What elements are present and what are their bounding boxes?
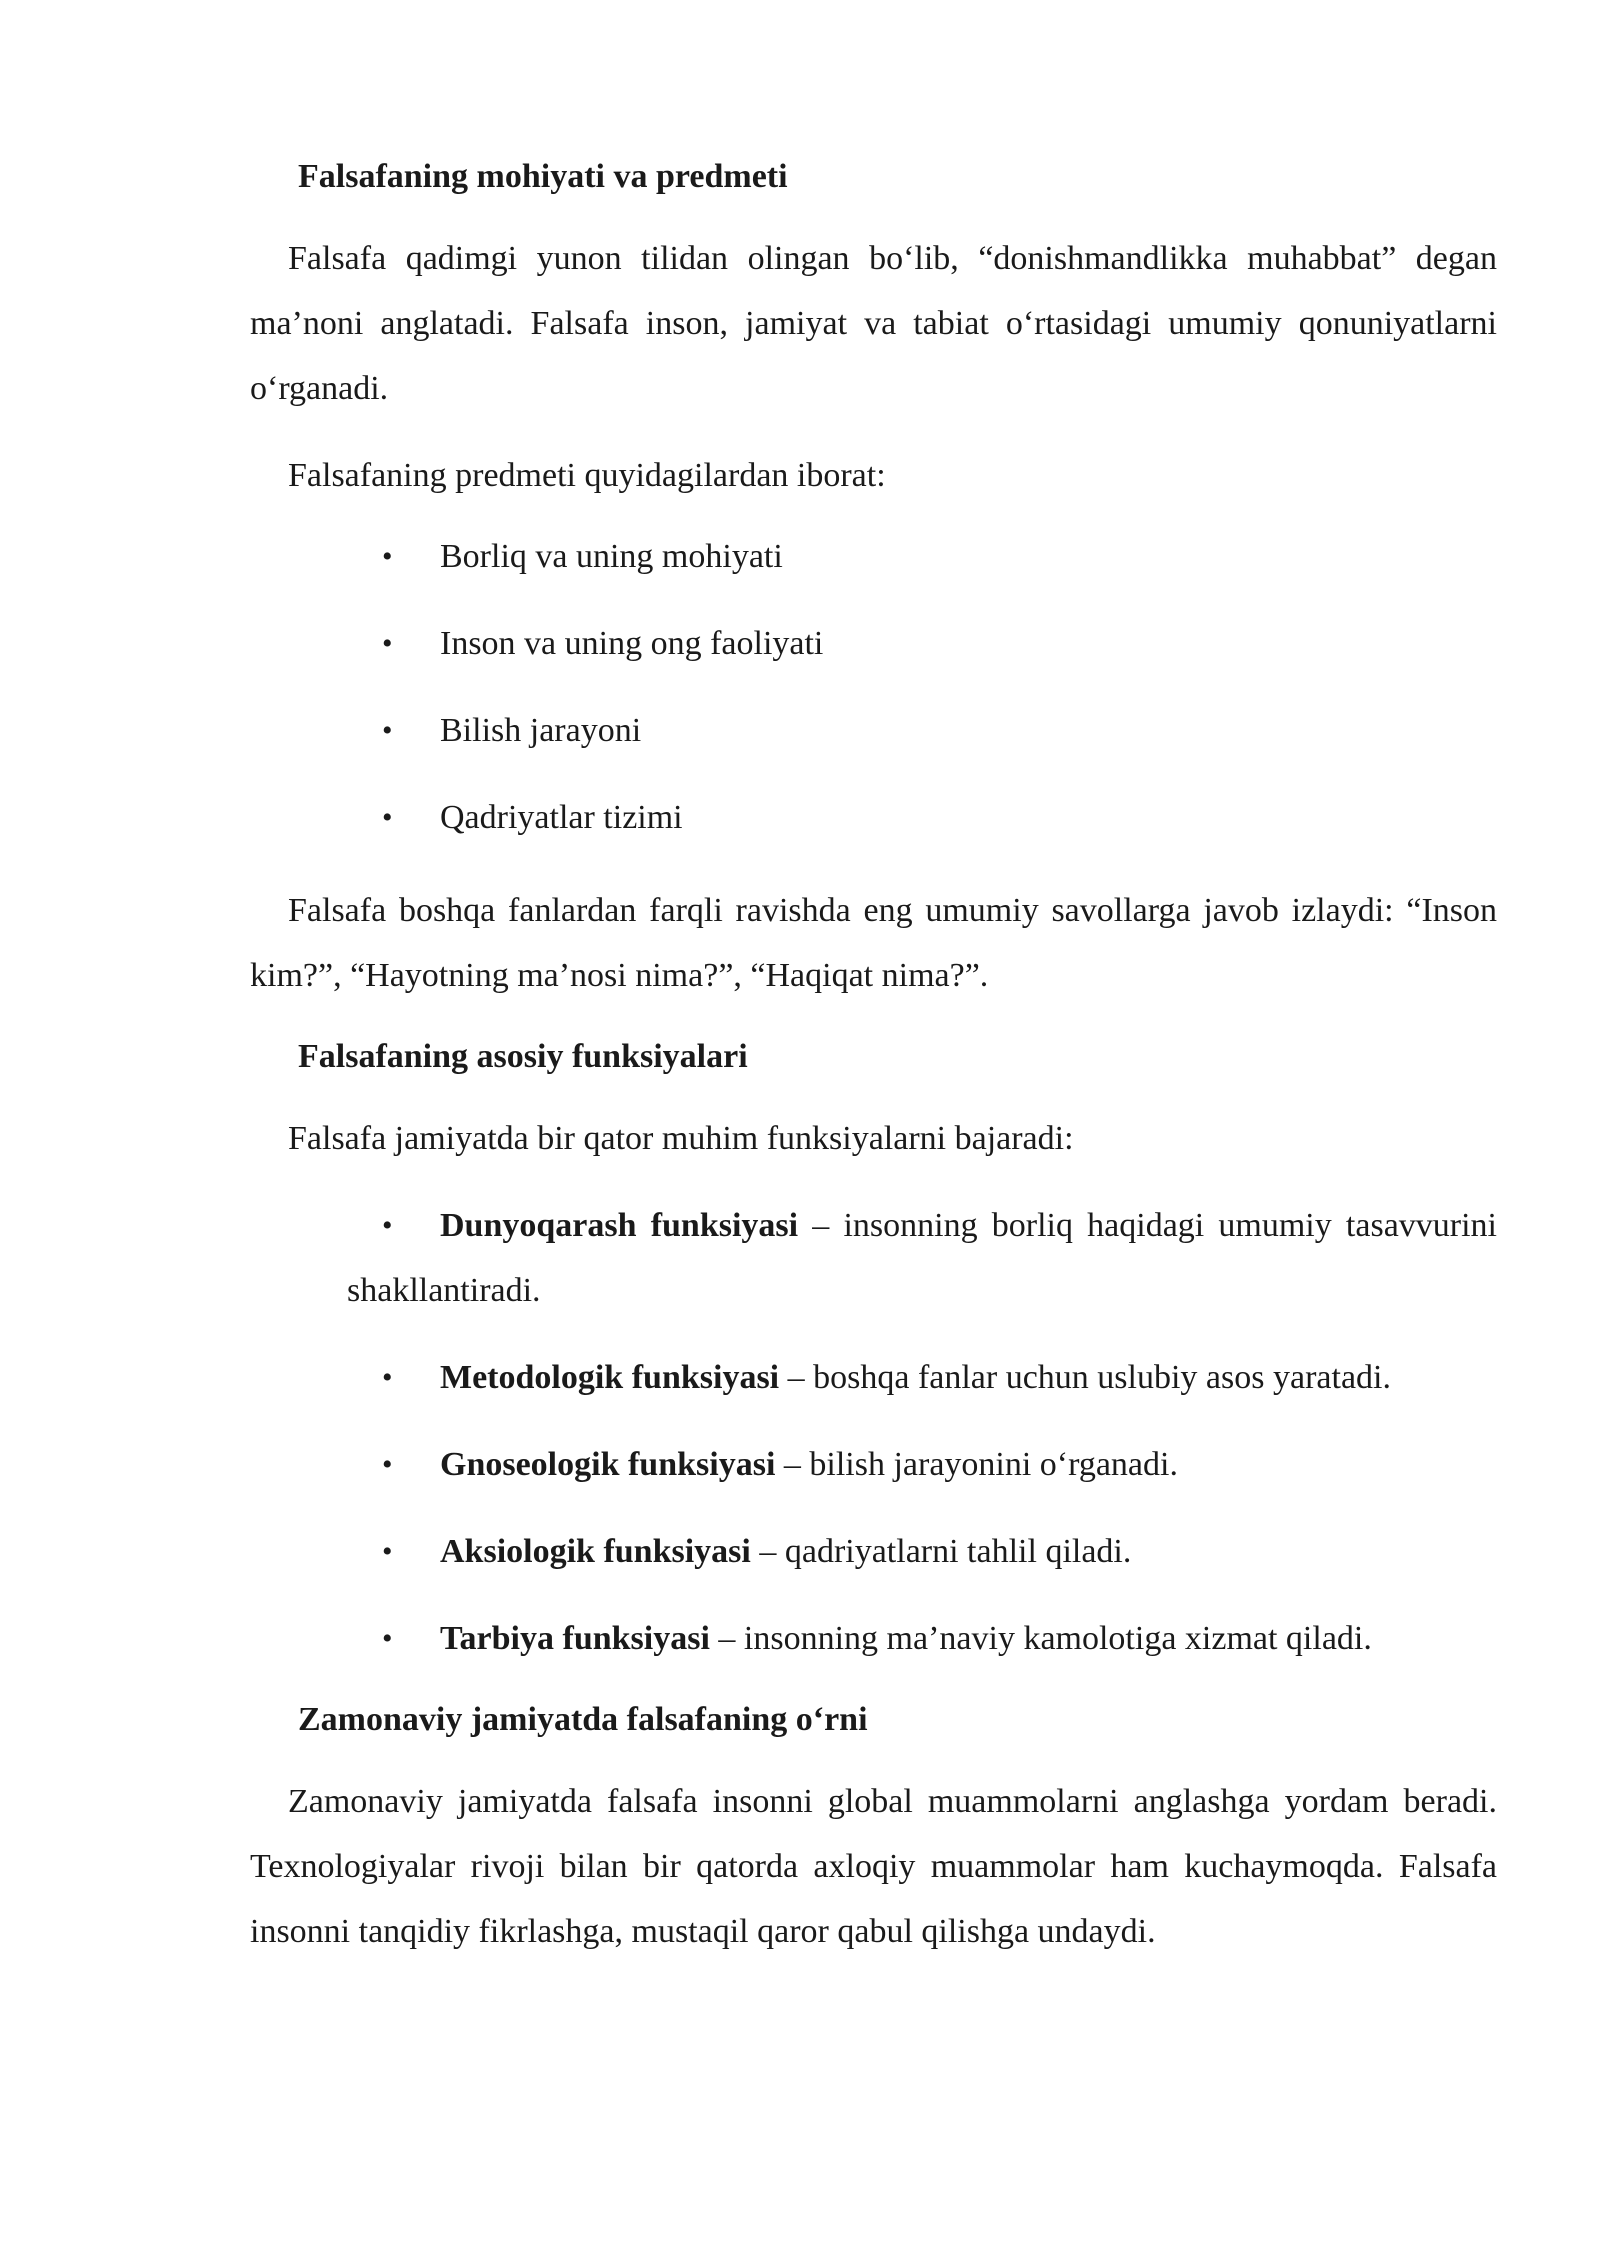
section-heading-essence: Falsafaning mohiyati va predmeti bbox=[298, 158, 788, 195]
list-item: • Bilish jarayoni bbox=[250, 704, 1497, 758]
function-name: Gnoseologik funksiyasi bbox=[440, 1446, 776, 1483]
section-heading-modern-role: Zamonaviy jamiyatda falsafaning o‘rni bbox=[298, 1701, 868, 1738]
section-heading-functions: Falsafaning asosiy funksiyalari bbox=[298, 1038, 748, 1075]
paragraph-subject-intro: Falsafaning predmeti quyidagilardan iborat: bbox=[288, 457, 886, 494]
paragraph-questions: Falsafa boshqa fanlardan farqli ravishda eng umumiy savollarga javob izlaydi: “Inson kim?”, “Hayotning ma’nosi nima?”, “Haqiqat nima?”. bbox=[250, 892, 1497, 994]
function-desc: – bilish jarayonini o‘rganadi. bbox=[775, 1446, 1178, 1483]
function-desc: – boshqa fanlar uchun uslubiy asos yaratadi. bbox=[779, 1359, 1391, 1396]
functions-list bbox=[250, 1193, 1497, 1671]
function-item bbox=[347, 1432, 1497, 1497]
paragraph-functions-intro: Falsafa jamiyatda bir qator muhim funksiyalarni bajaradi: bbox=[288, 1120, 1074, 1157]
function-name: Dunyoqarash funksiyasi bbox=[440, 1207, 799, 1244]
function-item bbox=[347, 1519, 1497, 1584]
function-item bbox=[347, 1193, 1497, 1323]
function-desc: – qadriyatlarni tahlil qiladi. bbox=[750, 1533, 1132, 1570]
paragraph-definition: Falsafa qadimgi yunon tilidan olingan bo‘lib, “donishmandlikka muhabbat” degan ma’noni anglatadi. Falsafa inson, jamiyat va tabiat o‘rtasidagi umumiy qonuniyatlarni o‘rganadi. bbox=[250, 240, 1497, 407]
list-item: • Borliq va uning mohiyati bbox=[250, 530, 1497, 584]
function-name: Tarbiya funksiyasi bbox=[440, 1620, 710, 1657]
function-item bbox=[347, 1345, 1497, 1410]
list-item: • Inson va uning ong faoliyati bbox=[250, 617, 1497, 671]
function-item bbox=[347, 1606, 1497, 1671]
function-desc: – insonning ma’naviy kamolotiga xizmat qiladi. bbox=[709, 1620, 1372, 1657]
document-page bbox=[250, 150, 1497, 1986]
subject-list bbox=[250, 530, 1497, 845]
function-name: Aksiologik funksiyasi bbox=[440, 1533, 751, 1570]
paragraph-modern-role: Zamonaviy jamiyatda falsafa insonni global muammolarni anglashga yordam beradi. Texnologiyalar rivoji bilan bir qatorda axloqiy muammolar ham kuchaymoqda. Falsafa insonni tanqidiy fikrlashga, mustaqil qaror qabul qilishga undaydi. bbox=[250, 1783, 1497, 1950]
function-desc: – insonning borliq haqidagi umumiy tasavvurini shakllantiradi. bbox=[347, 1207, 1498, 1309]
function-name: Metodologik funksiyasi bbox=[440, 1359, 780, 1396]
list-item: • Qadriyatlar tizimi bbox=[250, 791, 1497, 845]
